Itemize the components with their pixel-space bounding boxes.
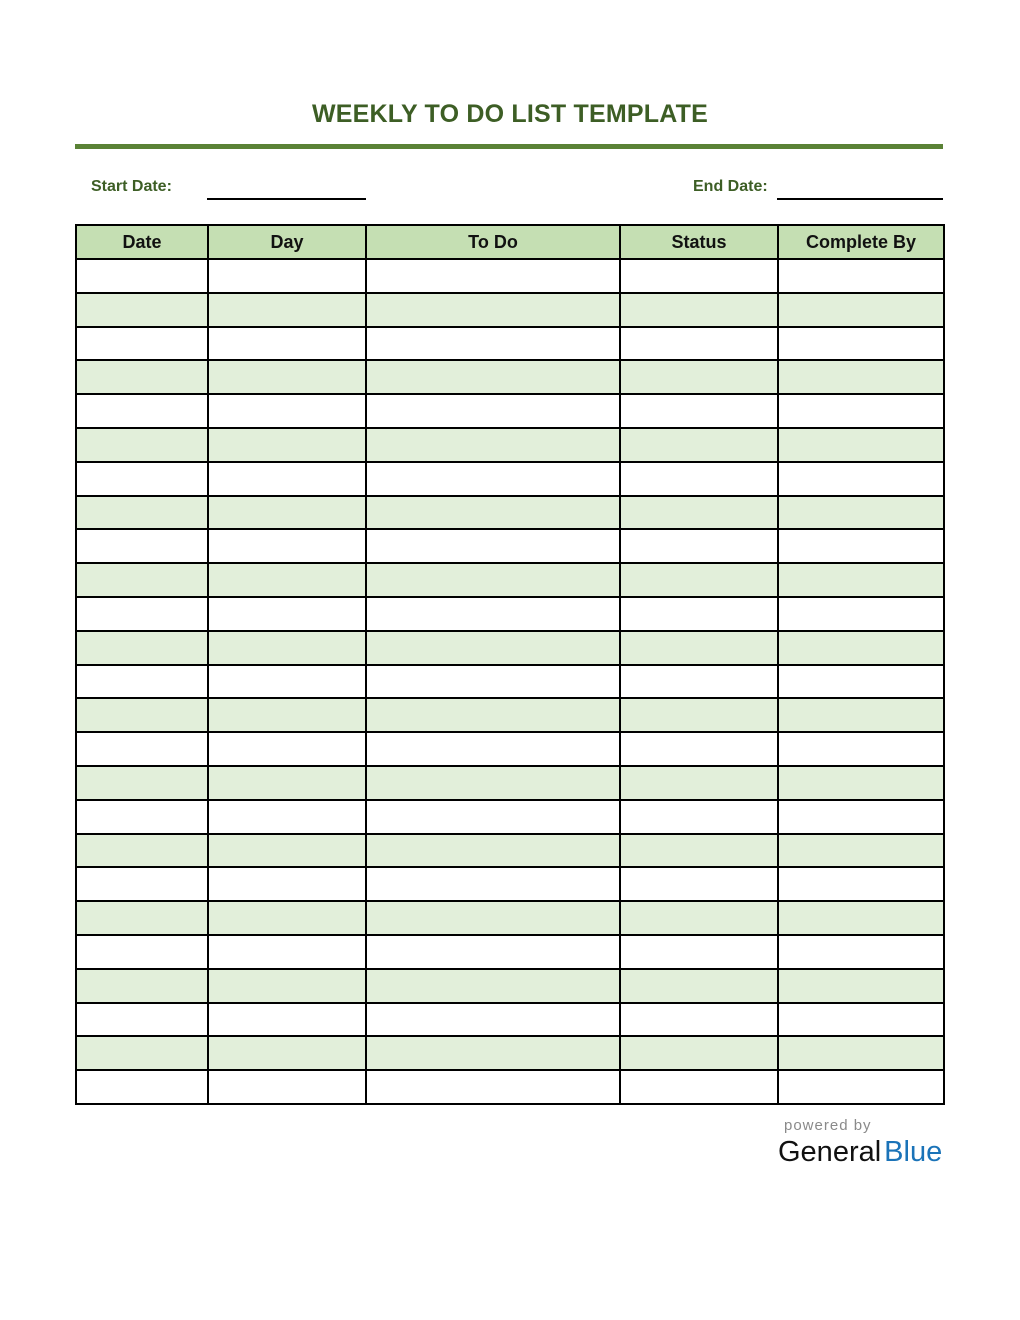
cell-todo[interactable] [366, 293, 620, 327]
cell-status[interactable] [620, 259, 778, 293]
cell-todo[interactable] [366, 698, 620, 732]
cell-date[interactable] [76, 563, 208, 597]
cell-todo[interactable] [366, 901, 620, 935]
cell-complete-by[interactable] [778, 563, 944, 597]
start-date-field[interactable] [207, 198, 366, 200]
cell-day[interactable] [208, 293, 366, 327]
cell-date[interactable] [76, 732, 208, 766]
cell-date[interactable] [76, 969, 208, 1003]
cell-day[interactable] [208, 394, 366, 428]
cell-complete-by[interactable] [778, 935, 944, 969]
cell-todo[interactable] [366, 867, 620, 901]
table-row [76, 1003, 944, 1037]
table-row [76, 496, 944, 530]
cell-complete-by[interactable] [778, 1003, 944, 1037]
table-row [76, 327, 944, 361]
cell-complete-by[interactable] [778, 529, 944, 563]
cell-day[interactable] [208, 563, 366, 597]
cell-date[interactable] [76, 1003, 208, 1037]
cell-todo[interactable] [366, 327, 620, 361]
table-row [76, 665, 944, 699]
table-row [76, 901, 944, 935]
cell-day[interactable] [208, 1036, 366, 1070]
cell-todo[interactable] [366, 1070, 620, 1104]
cell-date[interactable] [76, 665, 208, 699]
cell-todo[interactable] [366, 665, 620, 699]
cell-status[interactable] [620, 1070, 778, 1104]
cell-todo[interactable] [366, 360, 620, 394]
powered-by-text: powered by [784, 1117, 872, 1134]
table-row [76, 800, 944, 834]
end-date-label: End Date: [693, 178, 768, 195]
cell-todo[interactable] [366, 597, 620, 631]
cell-day[interactable] [208, 901, 366, 935]
table-row [76, 428, 944, 462]
brand-general: General [778, 1136, 882, 1168]
cell-date[interactable] [76, 462, 208, 496]
cell-day[interactable] [208, 935, 366, 969]
cell-complete-by[interactable] [778, 1036, 944, 1070]
cell-status[interactable] [620, 935, 778, 969]
cell-todo[interactable] [366, 969, 620, 1003]
page-title: WEEKLY TO DO LIST TEMPLATE [312, 100, 708, 128]
cell-complete-by[interactable] [778, 394, 944, 428]
cell-status[interactable] [620, 462, 778, 496]
cell-complete-by[interactable] [778, 766, 944, 800]
cell-status[interactable] [620, 766, 778, 800]
column-header-day: Day [208, 225, 366, 259]
table-row [76, 462, 944, 496]
cell-day[interactable] [208, 529, 366, 563]
cell-date[interactable] [76, 1036, 208, 1070]
cell-complete-by[interactable] [778, 969, 944, 1003]
cell-date[interactable] [76, 834, 208, 868]
cell-day[interactable] [208, 969, 366, 1003]
cell-day[interactable] [208, 665, 366, 699]
cell-date[interactable] [76, 327, 208, 361]
table-row [76, 698, 944, 732]
cell-status[interactable] [620, 698, 778, 732]
cell-status[interactable] [620, 360, 778, 394]
cell-todo[interactable] [366, 259, 620, 293]
table-row [76, 529, 944, 563]
cell-day[interactable] [208, 834, 366, 868]
cell-status[interactable] [620, 800, 778, 834]
cell-status[interactable] [620, 394, 778, 428]
cell-status[interactable] [620, 327, 778, 361]
end-date-field[interactable] [777, 198, 943, 200]
cell-date[interactable] [76, 293, 208, 327]
cell-complete-by[interactable] [778, 462, 944, 496]
generalblue-logo [778, 1136, 942, 1169]
cell-day[interactable] [208, 766, 366, 800]
cell-day[interactable] [208, 732, 366, 766]
cell-complete-by[interactable] [778, 901, 944, 935]
table-row [76, 1070, 944, 1104]
cell-day[interactable] [208, 867, 366, 901]
table-header-row [76, 225, 944, 259]
cell-complete-by[interactable] [778, 259, 944, 293]
cell-day[interactable] [208, 496, 366, 530]
cell-status[interactable] [620, 293, 778, 327]
cell-complete-by[interactable] [778, 496, 944, 530]
cell-date[interactable] [76, 766, 208, 800]
cell-date[interactable] [76, 597, 208, 631]
cell-status[interactable] [620, 529, 778, 563]
column-header-date: Date [76, 225, 208, 259]
table-row [76, 597, 944, 631]
table-row [76, 563, 944, 597]
cell-date[interactable] [76, 529, 208, 563]
cell-todo[interactable] [366, 766, 620, 800]
cell-complete-by[interactable] [778, 428, 944, 462]
cell-todo[interactable] [366, 631, 620, 665]
cell-status[interactable] [620, 496, 778, 530]
cell-day[interactable] [208, 462, 366, 496]
cell-date[interactable] [76, 1070, 208, 1104]
cell-status[interactable] [620, 901, 778, 935]
cell-status[interactable] [620, 834, 778, 868]
cell-date[interactable] [76, 259, 208, 293]
cell-complete-by[interactable] [778, 597, 944, 631]
column-header-todo: To Do [366, 225, 620, 259]
cell-date[interactable] [76, 867, 208, 901]
table-row [76, 1036, 944, 1070]
column-header-status: Status [620, 225, 778, 259]
cell-todo[interactable] [366, 563, 620, 597]
table-row [76, 394, 944, 428]
table-row [76, 766, 944, 800]
cell-day[interactable] [208, 428, 366, 462]
title-divider [75, 144, 943, 149]
cell-date[interactable] [76, 394, 208, 428]
cell-date[interactable] [76, 496, 208, 530]
cell-complete-by[interactable] [778, 631, 944, 665]
cell-day[interactable] [208, 327, 366, 361]
cell-status[interactable] [620, 969, 778, 1003]
cell-day[interactable] [208, 800, 366, 834]
cell-status[interactable] [620, 867, 778, 901]
cell-day[interactable] [208, 259, 366, 293]
table-row [76, 834, 944, 868]
cell-date[interactable] [76, 935, 208, 969]
cell-status[interactable] [620, 428, 778, 462]
cell-date[interactable] [76, 901, 208, 935]
table-row [76, 935, 944, 969]
cell-date[interactable] [76, 428, 208, 462]
cell-complete-by[interactable] [778, 698, 944, 732]
cell-complete-by[interactable] [778, 800, 944, 834]
cell-complete-by[interactable] [778, 867, 944, 901]
table-row [76, 631, 944, 665]
table-row [76, 293, 944, 327]
cell-todo[interactable] [366, 496, 620, 530]
table-row [76, 867, 944, 901]
brand-blue: Blue [884, 1136, 943, 1168]
cell-todo[interactable] [366, 732, 620, 766]
cell-status[interactable] [620, 1036, 778, 1070]
cell-todo[interactable] [366, 1003, 620, 1037]
todo-table [75, 224, 945, 1105]
cell-day[interactable] [208, 597, 366, 631]
cell-complete-by[interactable] [778, 360, 944, 394]
cell-day[interactable] [208, 1070, 366, 1104]
table-row [76, 732, 944, 766]
cell-complete-by[interactable] [778, 293, 944, 327]
cell-complete-by[interactable] [778, 732, 944, 766]
cell-day[interactable] [208, 1003, 366, 1037]
table-row [76, 969, 944, 1003]
start-date-label: Start Date: [91, 178, 172, 195]
cell-status[interactable] [620, 631, 778, 665]
table-row [76, 259, 944, 293]
cell-date[interactable] [76, 631, 208, 665]
cell-day[interactable] [208, 631, 366, 665]
cell-date[interactable] [76, 360, 208, 394]
cell-todo[interactable] [366, 1036, 620, 1070]
cell-status[interactable] [620, 1003, 778, 1037]
cell-todo[interactable] [366, 428, 620, 462]
cell-status[interactable] [620, 563, 778, 597]
cell-complete-by[interactable] [778, 327, 944, 361]
cell-date[interactable] [76, 800, 208, 834]
cell-date[interactable] [76, 698, 208, 732]
cell-todo[interactable] [366, 529, 620, 563]
cell-todo[interactable] [366, 394, 620, 428]
cell-status[interactable] [620, 665, 778, 699]
cell-todo[interactable] [366, 462, 620, 496]
cell-todo[interactable] [366, 800, 620, 834]
cell-day[interactable] [208, 360, 366, 394]
cell-day[interactable] [208, 698, 366, 732]
column-header-complete-by: Complete By [778, 225, 944, 259]
cell-complete-by[interactable] [778, 834, 944, 868]
cell-status[interactable] [620, 597, 778, 631]
cell-status[interactable] [620, 732, 778, 766]
cell-todo[interactable] [366, 834, 620, 868]
cell-complete-by[interactable] [778, 665, 944, 699]
cell-complete-by[interactable] [778, 1070, 944, 1104]
table-row [76, 360, 944, 394]
cell-todo[interactable] [366, 935, 620, 969]
